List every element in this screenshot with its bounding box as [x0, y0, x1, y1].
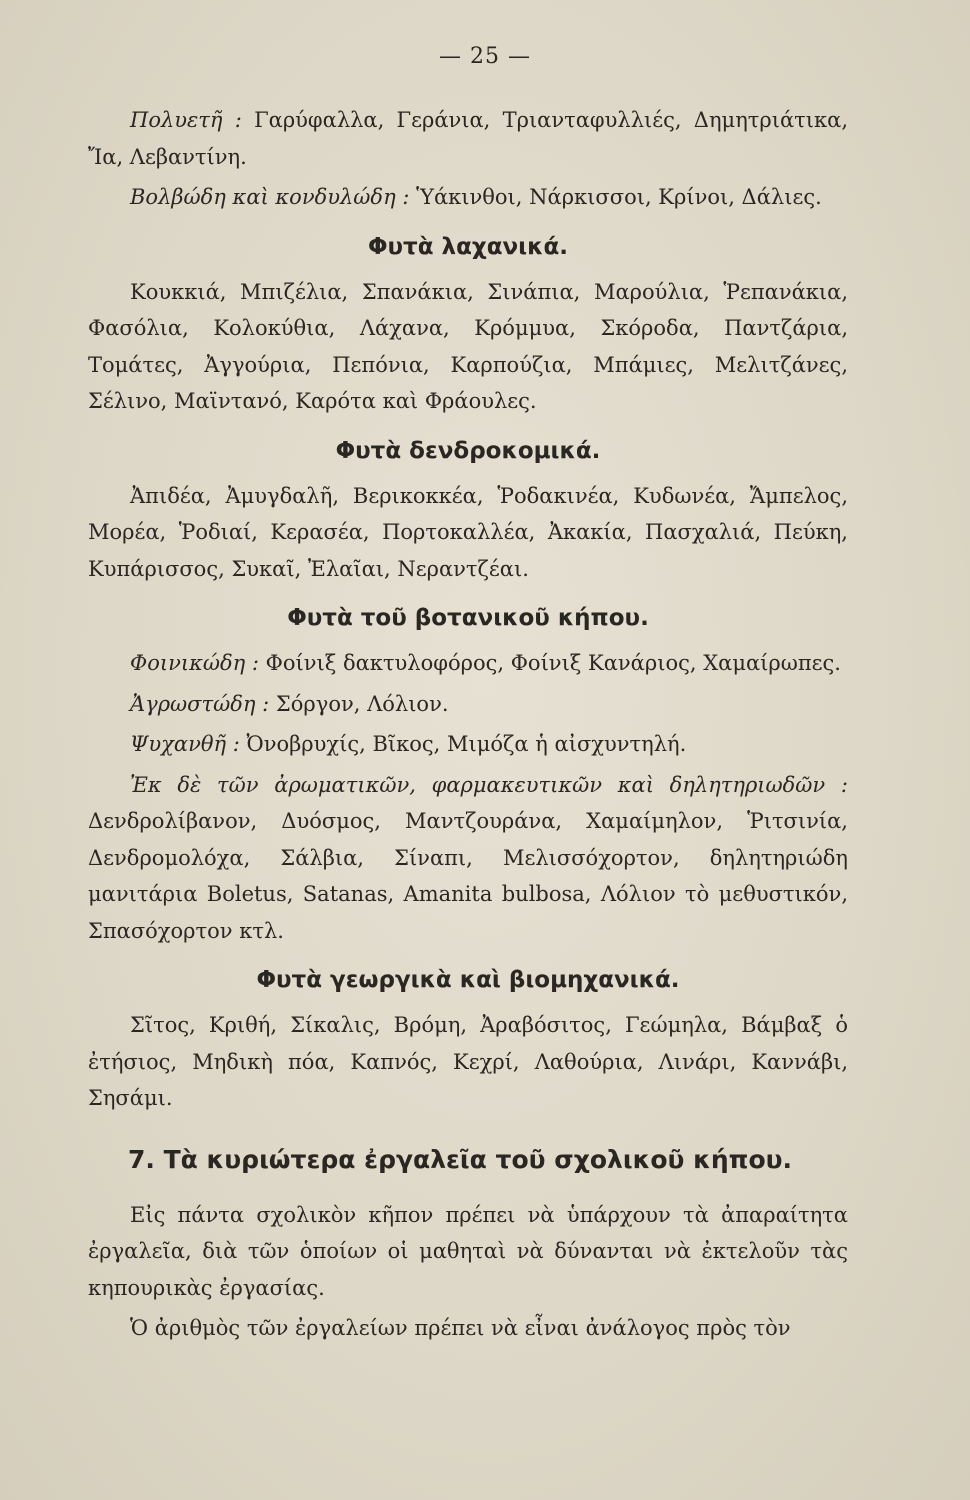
perennials-label: Πολυετῆ : [130, 108, 242, 132]
section-heading-tools: 7. Τὰ κυριώτερα ἐργαλεῖα τοῦ σχολικοῦ κήπου. [128, 1144, 793, 1174]
heading-botanical: Φυτὰ τοῦ βοτανικοῦ κήπου. [287, 605, 649, 631]
heading-trees: Φυτὰ δενδροκομικά. [335, 437, 601, 464]
paragraph-grasses [88, 686, 848, 723]
paragraph-tools-2: Ὁ ἀριθμὸς τῶν ἐργαλείων πρέπει νὰ εἶναι ἀνάλογος πρὸς τὸν [130, 1316, 791, 1340]
page-number: — 25 — [439, 44, 531, 69]
palms-label: Φοινικώδη : [130, 651, 259, 675]
paragraph-bulbs [88, 179, 848, 216]
paragraph-perennials [88, 102, 848, 175]
paragraph-legumes [88, 726, 848, 763]
palms-text: Φοίνιξ δακτυλοφόρος, Φοίνιξ Κανάριος, Χαμαίρωπες. [258, 651, 841, 675]
paragraph-aromatic [88, 767, 848, 950]
paragraph-palms [88, 645, 848, 682]
paragraph-vegetables: Κουκκιά, Μπιζέλια, Σπανάκια, Σινάπια, Μαρούλια, Ῥεπανάκια, Φασόλια, Κολοκύθια, Λάχανα, Κρόμμυα, Σκόροδα, Παντζάρια, Τομάτες, Ἀγγούρια, Πεπόνια, Καρπούζια, Μπάμιες, Μελιτζάνες, Σέλινο, Μαϊντανό, Καρότα καὶ Φράουλες. [88, 279, 848, 413]
perennials-text: Γαρύφαλλα, Γεράνια, Τριανταφυλλιές, Δημητριάτικα, Ἴα, Λεβαντίνη. [88, 108, 848, 169]
grasses-text: Σόργον, Λόλιον. [269, 691, 449, 716]
grasses-label: Ἀγρωστώδη : [130, 691, 270, 716]
heading-agricultural: Φυτὰ γεωργικὰ καὶ βιομηχανικά. [256, 967, 680, 993]
paragraph-trees: Ἀπιδέα, Ἀμυγδαλῆ, Βερικοκκέα, Ῥοδακινέα, Κυδωνέα, Ἄμπελος, Μορέα, Ῥοδιαί, Κερασέα, Πορτοκαλλέα, Ἀκακία, Πασχαλιά, Πεύκη, Κυπάρισσος, Συκαῖ, Ἐλαῖαι, Νεραντζέαι. [88, 483, 848, 581]
heading-vegetables: Φυτὰ λαχανικά. [367, 233, 569, 260]
paragraph-tools-1: Εἰς πάντα σχολικὸν κῆπον πρέπει νὰ ὑπάρχουν τὰ ἀπαραίτητα ἐργαλεῖα, διὰ τῶν ὁποίων οἱ μαθηταὶ νὰ δύνανται νὰ ἐκτελοῦν τὰς κηπουρικὰς ἐργασίας. [88, 1202, 848, 1300]
paragraph-agricultural: Σῖτος, Κριθή, Σίκαλις, Βρόμη, Ἀραβόσιτος, Γεώμηλα, Βάμβαξ ὁ ἐτήσιος, Μηδικὴ πόα, Καπνός, Κεχρί, Λαθούρια, Λινάρι, Καννάβι, Σησάμι. [88, 1013, 848, 1110]
bulbs-label: Βολβώδη καὶ κονδυλώδη : [130, 185, 410, 209]
aromatic-text: Δενδρολίβανον, Δυόσμος, Μαντζουράνα, Χαμαίμηλον, Ῥιτσινία, Δενδρομολόχα, Σάλβια, Σίναπι, Μελισσόχορτον, δηλητηριώδη μανιτάρια Boletus, Satanas, Amanita bulbosa, Λόλιον τὸ μεθυστικόν, Σπασόχορτον κτλ. [88, 809, 848, 943]
aromatic-label: Ἐκ δὲ τῶν ἀρωματικῶν, φαρμακευτικῶν καὶ δηλητηριωδῶν : [130, 772, 848, 797]
legumes-label: Ψυχανθῆ : [130, 732, 240, 756]
bulbs-text: Ὑάκινθοι, Νάρκισσοι, Κρίνοι, Δάλιες. [409, 185, 822, 209]
page-body [88, 102, 848, 1351]
legumes-text: Ὀνοβρυχίς, Βῖκος, Μιμόζα ἡ αἰσχυντηλή. [239, 732, 687, 756]
